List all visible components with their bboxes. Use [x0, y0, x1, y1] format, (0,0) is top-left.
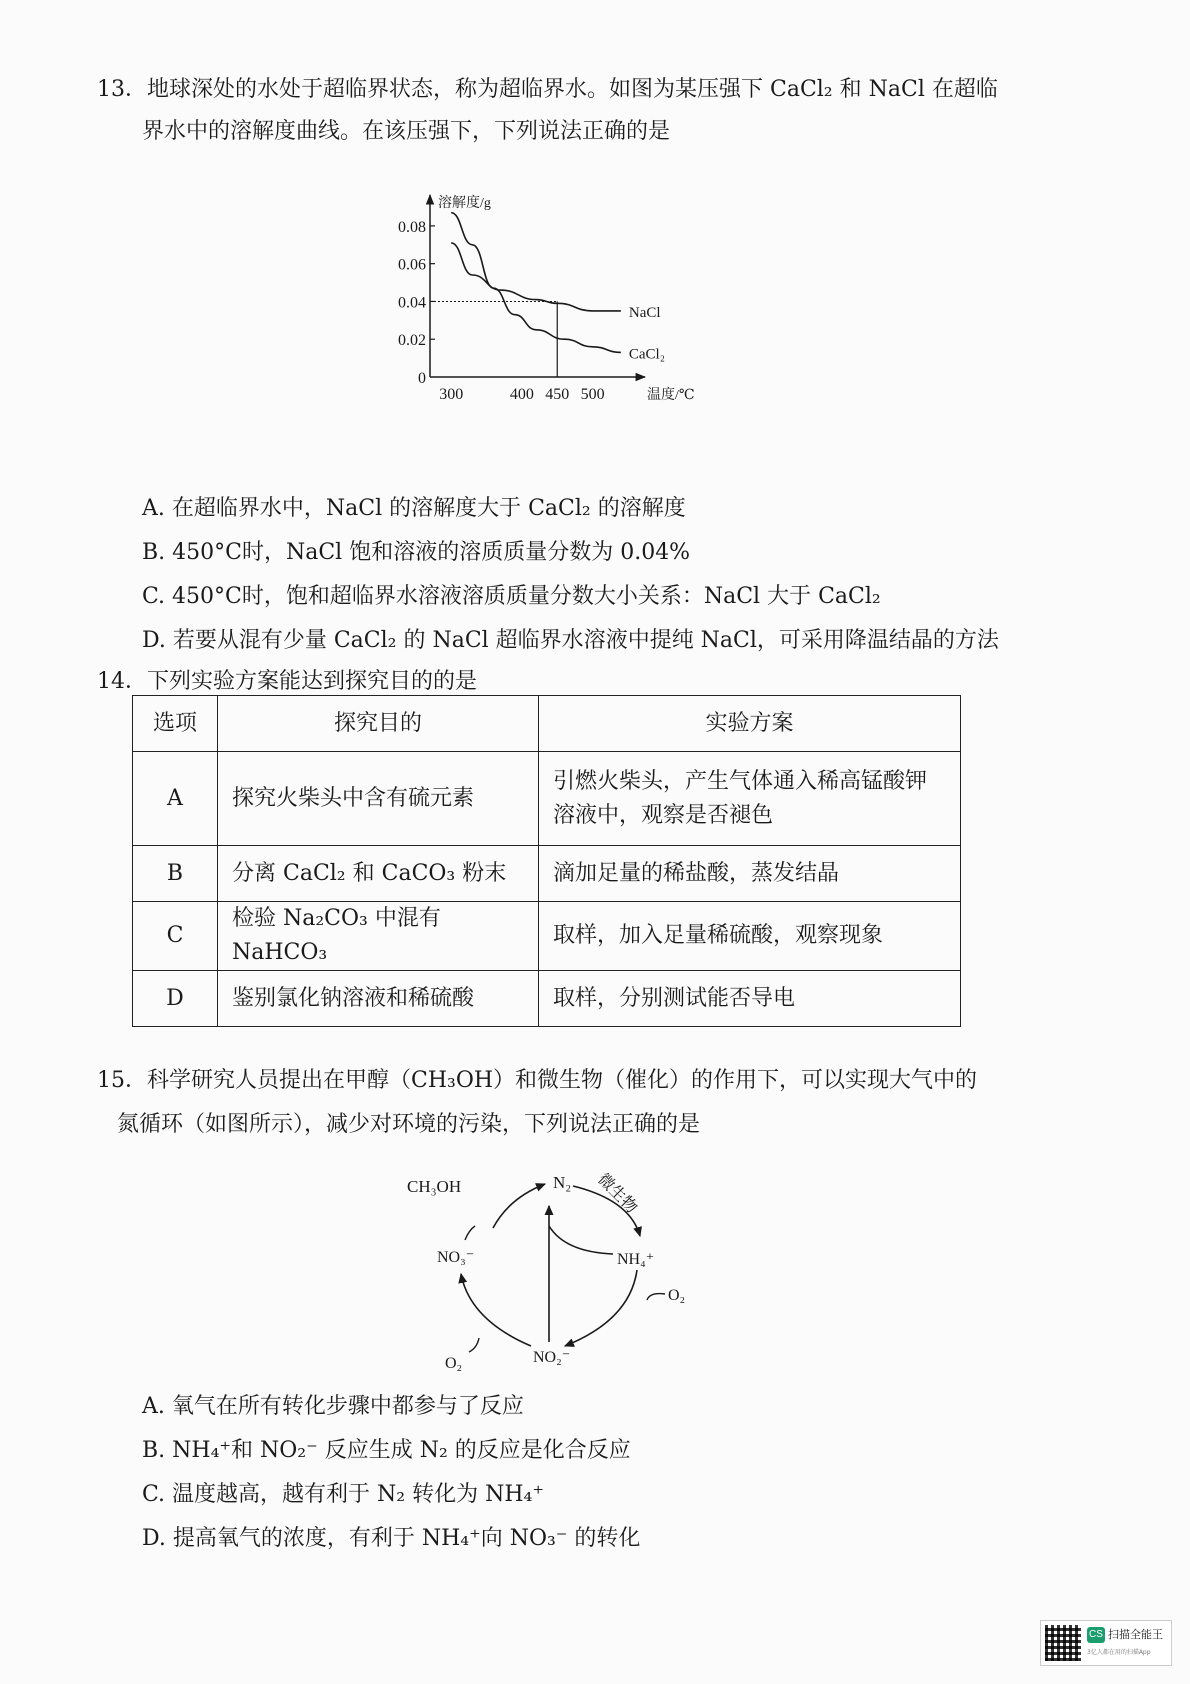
solubility-chart — [398, 195, 715, 445]
chart-labels — [398, 194, 695, 403]
row-plan: 滴加足量的稀盐酸，蒸发结晶 — [539, 846, 961, 902]
experiment-table — [132, 695, 961, 1027]
row-option: D — [133, 971, 218, 1027]
y-axis-label: 溶解度/g — [438, 196, 491, 211]
header-option: 选项 — [133, 696, 218, 752]
q15-option-c[interactable]: C. 温度越高，越有利于 N₂ 转化为 NH₄⁺ — [142, 1482, 544, 1507]
label-no3: NO₃⁻ — [437, 1249, 475, 1266]
table-row — [133, 752, 961, 846]
label-o2-right: O₂ — [668, 1287, 686, 1304]
y-tick-label: 0 — [418, 370, 426, 387]
chart-series — [430, 213, 621, 377]
x-axis-label: 温度/℃ — [647, 388, 695, 403]
row-goal: 检验 Na₂CO₃ 中混有 NaHCO₃ — [218, 902, 539, 971]
table-row — [133, 902, 961, 971]
scanner-app-tagline: 3亿人都在用的扫描App — [1087, 1649, 1151, 1656]
q15-option-b[interactable]: B. NH₄⁺和 NO₂⁻ 反应生成 N₂ 的反应是化合反应 — [142, 1438, 631, 1463]
scanner-watermark — [1040, 1620, 1172, 1666]
header-goal: 探究目的 — [218, 696, 539, 752]
q13-option-b[interactable]: B. 450°C时，NaCl 饱和溶液的溶质质量分数为 0.04% — [142, 540, 691, 565]
nitrogen-cycle-diagram — [407, 1170, 715, 1390]
row-plan-line2: 溶液中，观察是否褪色 — [553, 802, 774, 828]
label-n2: N₂ — [553, 1173, 572, 1192]
o2-right-branch — [647, 1294, 665, 1300]
series-line-0 — [451, 243, 621, 311]
row-plan — [539, 752, 961, 846]
scanner-app-name: 扫描全能王 — [1108, 1628, 1163, 1641]
row-plan: 取样，加入足量稀硫酸，观察现象 — [539, 902, 961, 971]
series-label-1: CaCl₂ — [628, 346, 665, 363]
row-goal: 鉴别氯化钠溶液和稀硫酸 — [218, 971, 539, 1027]
qr-code-icon — [1045, 1625, 1081, 1661]
row-option: A — [133, 752, 218, 846]
o2-left-branch — [469, 1338, 479, 1352]
row-goal: 分离 CaCl₂ 和 CaCO₃ 粉末 — [218, 846, 539, 902]
series-label-0: NaCl — [628, 304, 661, 321]
q14-stem: 14．下列实验方案能达到探究目的的是 — [97, 669, 477, 694]
row-option: C — [133, 902, 218, 971]
no3-to-ch3oh-link — [465, 1226, 475, 1240]
q13-option-c[interactable]: C. 450°C时，饱和超临界水溶液溶质质量分数大小关系：NaCl 大于 CaCl₂ — [142, 584, 881, 609]
x-tick-label: 500 — [580, 386, 605, 403]
q13-stem-line1: 13．地球深处的水处于超临界状态，称为超临界水。如图为某压强下 CaCl₂ 和 NaCl 在超临 — [97, 77, 998, 102]
arrow-no3-to-n2 — [493, 1184, 545, 1228]
q13-stem-line2: 界水中的溶解度曲线。在该压强下，下列说法正确的是 — [142, 119, 671, 144]
q15-stem-line2: 氮循环（如图所示），减少对环境的污染，下列说法正确的是 — [117, 1112, 701, 1137]
table-row — [133, 971, 961, 1027]
y-tick-label: 0.08 — [398, 218, 426, 236]
row-goal: 探究火柴头中含有硫元素 — [218, 752, 539, 846]
arrow-nh4-to-no2 — [565, 1270, 637, 1346]
row-plan-line1: 引燃火柴头，产生气体通入稀高锰酸钾 — [553, 768, 928, 794]
label-ch3oh: CH₃OH — [407, 1177, 462, 1196]
header-plan: 实验方案 — [539, 696, 961, 752]
x-tick-label: 300 — [439, 386, 464, 403]
x-tick-label: 450 — [545, 386, 570, 403]
arrow-no2-to-no3 — [461, 1274, 531, 1346]
q15-option-d[interactable]: D. 提高氧气的浓度，有利于 NH₄⁺向 NO₃⁻ 的转化 — [142, 1526, 641, 1551]
nh4-join-line — [549, 1226, 613, 1254]
label-nh4: NH₄⁺ — [617, 1251, 655, 1268]
cs-logo: CS — [1087, 1627, 1105, 1643]
chart-axes — [430, 195, 645, 377]
q13-option-d[interactable]: D. 若要从混有少量 CaCl₂ 的 NaCl 超临界水溶液中提纯 NaCl，可采用降温结晶的方法 — [142, 628, 999, 653]
q13-option-a[interactable]: A. 在超临界水中，NaCl 的溶解度大于 CaCl₂ 的溶解度 — [142, 496, 686, 521]
row-option: B — [133, 846, 218, 902]
label-o2-left: O₂ — [445, 1355, 463, 1372]
q15-option-a[interactable]: A. 氧气在所有转化步骤中都参与了反应 — [142, 1394, 524, 1419]
x-tick-label: 400 — [509, 386, 534, 403]
label-microbe: 微生物 — [594, 1170, 641, 1217]
series-line-1 — [451, 213, 621, 353]
y-tick-label: 0.06 — [398, 256, 426, 274]
y-tick-label: 0.02 — [398, 332, 426, 350]
y-tick-label: 0.04 — [398, 294, 426, 312]
q15-stem-line1: 15．科学研究人员提出在甲醇（CH₃OH）和微生物（催化）的作用下，可以实现大气中的 — [97, 1068, 978, 1093]
table-row — [133, 846, 961, 902]
row-plan: 取样，分别测试能否导电 — [539, 971, 961, 1027]
label-no2: NO₂⁻ — [533, 1349, 571, 1366]
table-header-row — [133, 696, 961, 752]
